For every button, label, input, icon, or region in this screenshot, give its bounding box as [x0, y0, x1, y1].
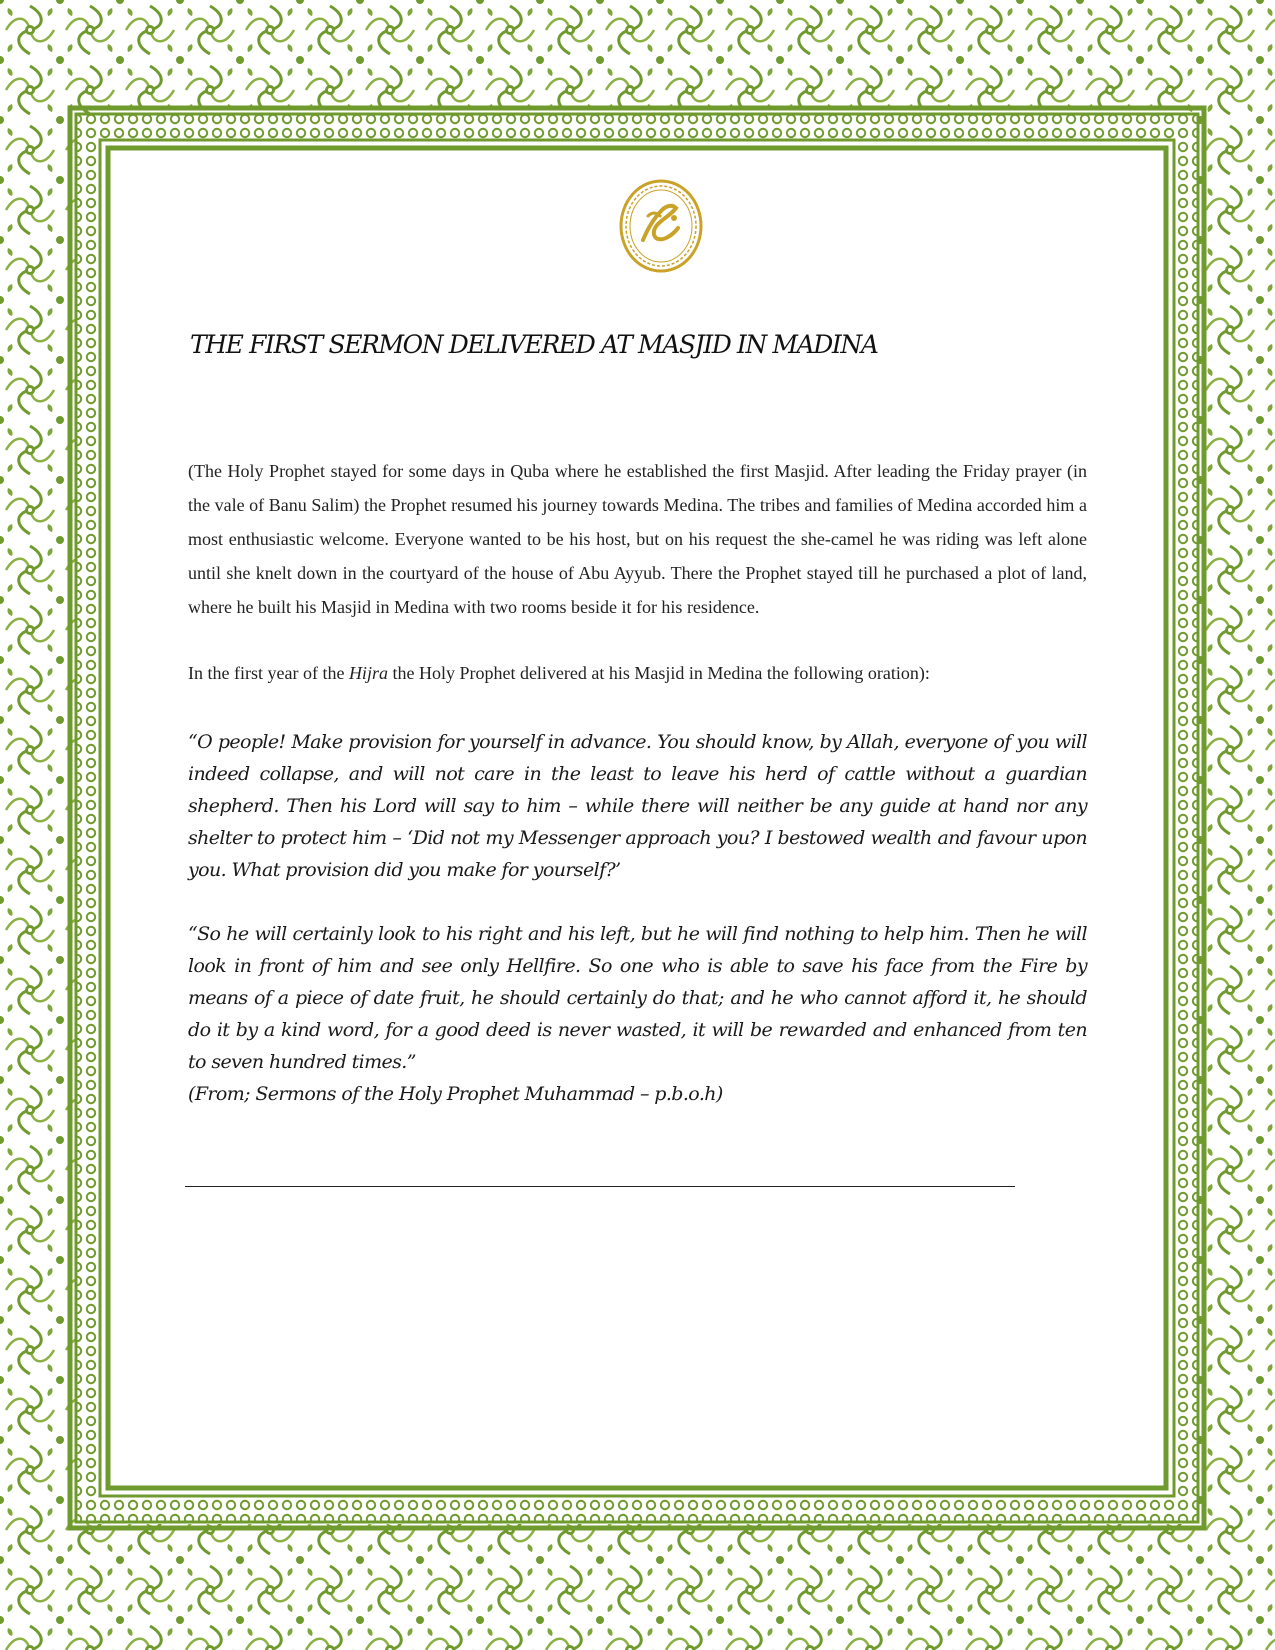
page-title: THE FIRST SERMON DELIVERED AT MASJID IN MADINA — [190, 330, 878, 359]
intro-text-end: the Holy Prophet delivered at his Masjid in Medina the following oration): — [387, 663, 930, 683]
intro-paragraph: (The Holy Prophet stayed for some days in Quba where he established the first Masjid. After leading the Friday prayer (in the vale of Banu Salim) the Prophet resumed his journey towards Medina. The tribes and families of Medina accorded him a most enthusiastic welcome. Everyone wanted to be his host, but on his request the she-camel he was riding was left alone until she knelt down in the courtyard of the house of Abu Ayyub. There the Prophet stayed till he purchased a plot of land, where he built his Masjid in Medina with two rooms beside it for his residence. — [188, 461, 1087, 617]
intro-paragraph-hijra — [188, 656, 1087, 690]
hijra-term: Hijra — [348, 663, 388, 683]
divider-line — [185, 1186, 1015, 1187]
calligraphy-seal-icon — [618, 178, 704, 274]
source-citation: (From; Sermons of the Holy Prophet Muhammad – p.b.o.h) — [188, 1083, 723, 1105]
intro-text-start: In the first year of the — [188, 663, 349, 683]
sermon-body — [188, 454, 1087, 1110]
sermon-quote-paragraph: “O people! Make provision for yourself in advance. You should know, by Allah, everyone of you will indeed collapse, and will not care in the least to leave his herd of cattle without a guardian shepherd. Then his Lord will say to him – while there will neither be any guide at hand nor any shelter to protect him – ‘Did not my Messenger approach you? I bestowed wealth and favour upon you. What provision did you make for yourself?’ — [188, 731, 1087, 881]
calligraphy-seal — [618, 178, 704, 274]
sermon-quote-paragraph: “So he will certainly look to his right and his left, but he will find nothing to help him. Then he will look in front of him and see only Hellfire. So one who is able to save his face from the Fire by means of a piece of date fruit, he should certainly do that; and he who cannot afford it, he should do it by a kind word, for a good deed is never wasted, it will be rewarded and enhanced from ten to seven hundred times.” — [188, 923, 1087, 1073]
